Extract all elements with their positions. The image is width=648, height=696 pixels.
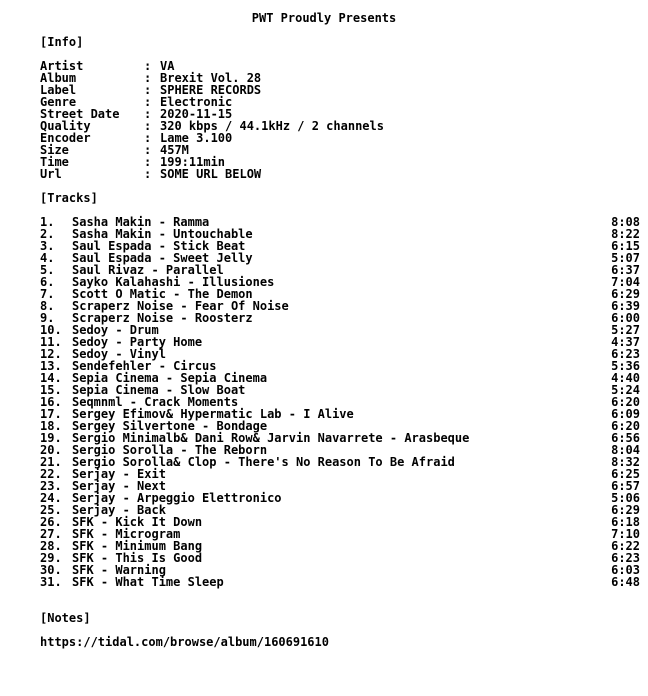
info-value: Lame 3.100 <box>160 131 233 145</box>
track-number: 9. <box>40 311 55 325</box>
track-number: 4. <box>40 251 55 265</box>
track-number: 29. <box>40 551 62 565</box>
info-key: Label <box>40 83 77 97</box>
track-number: 18. <box>40 419 62 433</box>
track-number: 31. <box>40 575 62 589</box>
track-duration: 4:37 <box>611 335 640 349</box>
track-number: 3. <box>40 239 55 253</box>
track-number: 22. <box>40 467 62 481</box>
track-title: Serjay - Back <box>72 503 166 517</box>
track-duration: 6:09 <box>611 407 640 421</box>
track-title: Serjay - Arpeggio Elettronico <box>72 491 282 505</box>
track-title: Serjay - Exit <box>72 467 166 481</box>
track-title: SFK - Minimum Bang <box>72 539 203 553</box>
track-number: 2. <box>40 227 55 241</box>
track-title: SFK - Microgram <box>72 527 181 541</box>
track-duration: 6:15 <box>611 239 640 253</box>
track-number: 26. <box>40 515 62 529</box>
track-title: Saul Espada - Stick Beat <box>72 239 246 253</box>
track-title: Sedoy - Party Home <box>72 335 203 349</box>
track-number: 10. <box>40 323 62 337</box>
track-title: Scraperz Noise - Roosterz <box>72 311 253 325</box>
track-number: 27. <box>40 527 62 541</box>
track-duration: 5:36 <box>611 359 640 373</box>
info-key: Genre <box>40 95 77 109</box>
track-duration: 7:10 <box>611 527 640 541</box>
track-number: 15. <box>40 383 62 397</box>
info-value: 199:11min <box>160 155 226 169</box>
track-duration: 6:00 <box>611 311 640 325</box>
track-title: SFK - What Time Sleep <box>72 575 224 589</box>
track-title: Sedoy - Drum <box>72 323 159 337</box>
track-number: 17. <box>40 407 62 421</box>
track-duration: 6:20 <box>611 419 640 433</box>
track-duration: 6:57 <box>611 479 640 493</box>
info-separator: : <box>144 107 152 121</box>
track-number: 30. <box>40 563 62 577</box>
info-separator: : <box>144 119 152 133</box>
page-title: PWT Proudly Presents <box>251 11 397 25</box>
info-key: Album <box>40 71 77 85</box>
info-separator: : <box>144 59 152 73</box>
track-duration: 5:24 <box>611 383 640 397</box>
track-number: 5. <box>40 263 55 277</box>
info-key: Street Date <box>40 107 120 121</box>
track-number: 1. <box>40 215 55 229</box>
track-title: Scott O Matic - The Demon <box>72 287 253 301</box>
track-title: Seqmnml - Crack Moments <box>72 395 239 409</box>
track-title: SFK - Kick It Down <box>72 515 203 529</box>
info-value: SPHERE RECORDS <box>160 83 262 97</box>
track-duration: 7:04 <box>611 275 640 289</box>
track-title: Sergey Efimov& Hypermatic Lab - I Alive <box>72 407 354 421</box>
track-duration: 6:48 <box>611 575 640 589</box>
track-title: Sedoy - Vinyl <box>72 347 166 361</box>
track-number: 6. <box>40 275 55 289</box>
track-duration: 6:18 <box>611 515 640 529</box>
track-duration: 6:22 <box>611 539 640 553</box>
info-separator: : <box>144 83 152 97</box>
info-separator: : <box>144 167 152 181</box>
track-number: 11. <box>40 335 62 349</box>
track-duration: 5:06 <box>611 491 640 505</box>
track-duration: 8:32 <box>611 455 640 469</box>
info-value: 2020-11-15 <box>160 107 233 121</box>
track-duration: 6:20 <box>611 395 640 409</box>
track-title: Sergio Sorolla& Clop - There's No Reason To Be Afraid <box>72 455 455 469</box>
track-title: Sepia Cinema - Slow Boat <box>72 383 246 397</box>
track-number: 12. <box>40 347 62 361</box>
track-number: 14. <box>40 371 62 385</box>
track-title: Sergio Sorolla - The Reborn <box>72 443 268 457</box>
info-value: 457M <box>160 143 189 157</box>
track-row <box>40 575 640 589</box>
track-number: 7. <box>40 287 55 301</box>
track-title: Sayko Kalahashi - Illusiones <box>72 275 275 289</box>
info-key: Encoder <box>40 131 91 145</box>
track-duration: 8:08 <box>611 215 640 229</box>
info-row <box>40 168 261 180</box>
track-title: SFK - Warning <box>72 563 166 577</box>
info-key: Quality <box>40 119 91 133</box>
track-duration: 6:23 <box>611 347 640 361</box>
info-key: Time <box>40 155 69 169</box>
info-heading: [Info] <box>40 35 84 49</box>
info-value: Brexit Vol. 28 <box>160 71 262 85</box>
notes-heading: [Notes] <box>40 611 91 625</box>
track-duration: 8:04 <box>611 443 640 457</box>
track-duration: 6:25 <box>611 467 640 481</box>
track-title: Sergio Minimalb& Dani Row& Jarvin Navarrete - Arasbeque <box>72 431 470 445</box>
track-duration: 6:56 <box>611 431 640 445</box>
track-title: Saul Rivaz - Parallel <box>72 263 224 277</box>
info-value: VA <box>160 59 175 73</box>
track-duration: 6:37 <box>611 263 640 277</box>
track-number: 24. <box>40 491 62 505</box>
track-duration: 6:23 <box>611 551 640 565</box>
tracks-heading: [Tracks] <box>40 191 98 205</box>
track-title: Serjay - Next <box>72 479 166 493</box>
info-separator: : <box>144 95 152 109</box>
track-duration: 6:39 <box>611 299 640 313</box>
info-value: Electronic <box>160 95 233 109</box>
track-number: 16. <box>40 395 62 409</box>
track-number: 19. <box>40 431 62 445</box>
track-duration: 6:29 <box>611 503 640 517</box>
track-duration: 6:29 <box>611 287 640 301</box>
info-separator: : <box>144 155 152 169</box>
info-separator: : <box>144 143 152 157</box>
info-separator: : <box>144 131 152 145</box>
track-title: Sasha Makin - Ramma <box>72 215 210 229</box>
info-value: 320 kbps / 44.1kHz / 2 channels <box>160 119 384 133</box>
track-number: 20. <box>40 443 62 457</box>
track-title: Sendefehler - Circus <box>72 359 217 373</box>
info-separator: : <box>144 71 152 85</box>
track-duration: 5:07 <box>611 251 640 265</box>
info-key: Url <box>40 167 62 181</box>
track-title: Scraperz Noise - Fear Of Noise <box>72 299 289 313</box>
notes-url: https://tidal.com/browse/album/160691610 <box>40 635 329 649</box>
track-number: 28. <box>40 539 62 553</box>
track-title: Sergey Silvertone - Bondage <box>72 419 268 433</box>
info-value: SOME URL BELOW <box>160 167 262 181</box>
track-title: Sasha Makin - Untouchable <box>72 227 253 241</box>
track-title: Sepia Cinema - Sepia Cinema <box>72 371 268 385</box>
info-key: Size <box>40 143 69 157</box>
track-number: 23. <box>40 479 62 493</box>
track-title: Saul Espada - Sweet Jelly <box>72 251 253 265</box>
track-number: 21. <box>40 455 62 469</box>
track-duration: 5:27 <box>611 323 640 337</box>
track-number: 25. <box>40 503 62 517</box>
track-number: 13. <box>40 359 62 373</box>
track-duration: 6:03 <box>611 563 640 577</box>
track-title: SFK - This Is Good <box>72 551 203 565</box>
track-duration: 8:22 <box>611 227 640 241</box>
info-key: Artist <box>40 59 84 73</box>
track-number: 8. <box>40 299 55 313</box>
track-duration: 4:40 <box>611 371 640 385</box>
